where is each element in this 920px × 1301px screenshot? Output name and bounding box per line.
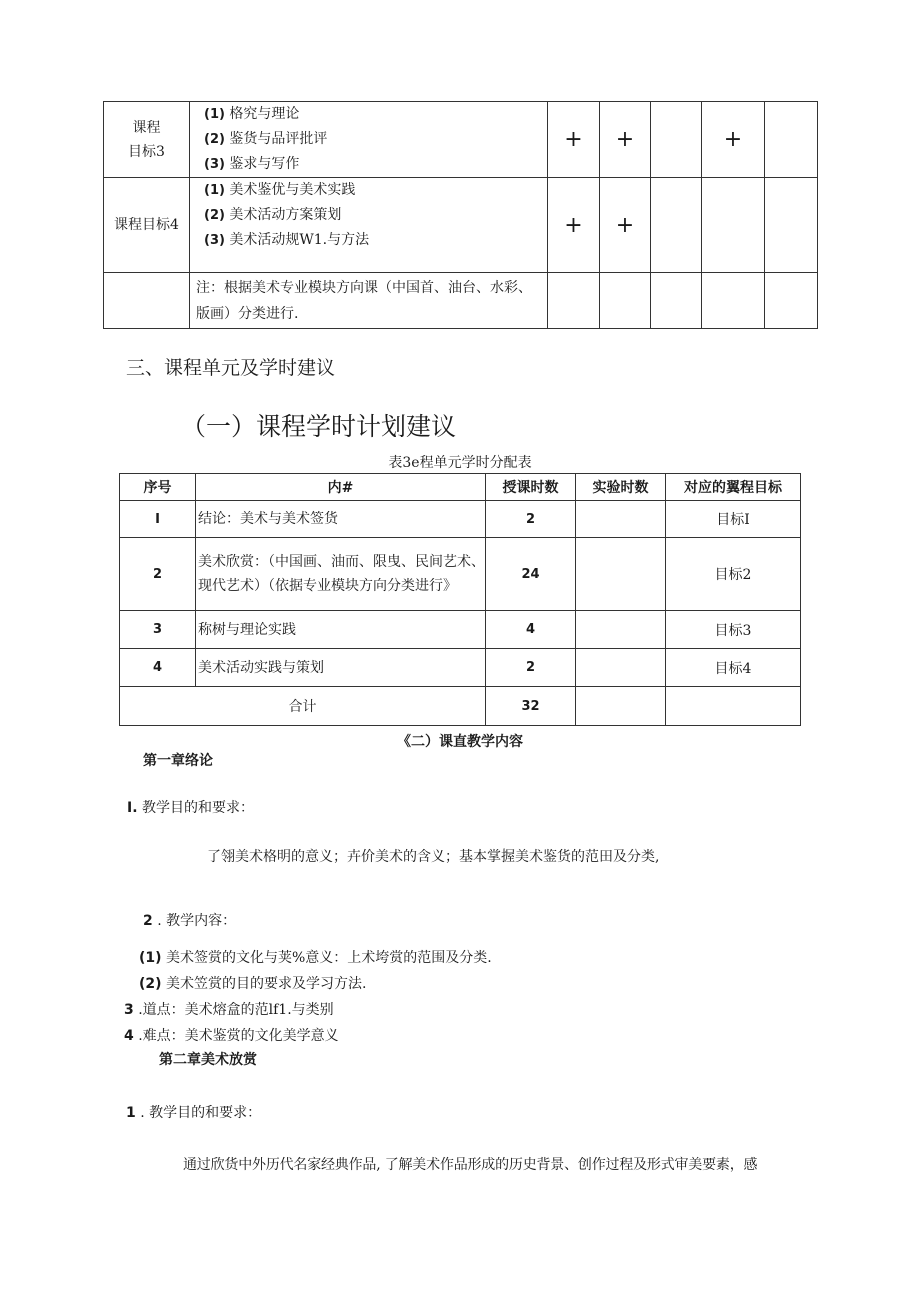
header-hours: 授课时数	[486, 474, 576, 501]
empty-cell	[600, 273, 651, 329]
empty-cell	[702, 273, 765, 329]
plus-mark: +	[702, 102, 765, 178]
table-header-row	[120, 474, 801, 501]
table-total-row: 合计 32	[120, 687, 801, 726]
table-row: 4 美术活动实践与策划 2 目标4	[120, 649, 801, 687]
chapter-1-content-heading: 2 . 教学内容：	[143, 913, 237, 929]
empty-cell	[651, 273, 702, 329]
chapter-1-content-item-2: (2) 美术笠赏的目的要求及学习方法.	[139, 976, 367, 992]
hours-table	[119, 473, 801, 726]
chapter-1-key-point: 3 .道点：美术熔盒的范lf1.与类别	[124, 1002, 334, 1018]
chapter-2-goal-heading: 1 . 教学目的和要求：	[126, 1105, 262, 1121]
empty-cell	[702, 178, 765, 273]
chapter-2-title: 第二章美术放赏	[159, 1052, 257, 1068]
empty-cell	[765, 273, 818, 329]
objective-row-4	[104, 178, 818, 273]
empty-cell	[104, 273, 190, 329]
table-row: I 结论：美术与美术签货 2 目标I	[120, 501, 801, 538]
subsection-2-title: 《二）课直教学内容	[397, 734, 523, 750]
objective-items: (1) 美术鉴优与美术实践 (2) 美术活动方案策划 (3) 美术活动规W1.与方法	[190, 178, 548, 273]
empty-cell	[765, 102, 818, 178]
chapter-1-content-item-1: (1) 美术签赏的文化与荚%意义：上术垮赏的范围及分类.	[139, 950, 492, 966]
empty-cell	[651, 178, 702, 273]
chapter-1-difficulty: 4 .难点：美术鉴赏的文化美学意义	[124, 1028, 339, 1044]
table-row: 2 美术欣赏：（中国画、油而、限曳、民间艺术、现代艺术）（依据专业模块方向分类进行》 24 目标2	[120, 538, 801, 611]
empty-cell	[548, 273, 600, 329]
header-lab: 实验时数	[576, 474, 666, 501]
table-caption: 表3e程单元学时分配表	[388, 455, 532, 471]
empty-cell	[765, 178, 818, 273]
header-content: 内#	[196, 474, 486, 501]
objective-note: 注：根据美术专业模块方向课（中国首、油台、水彩、版画）分类进行.	[190, 273, 548, 329]
plus-mark: +	[548, 102, 600, 178]
objective-items: (1) 格究与理论 (2) 鉴货与品评批评 (3) 鉴求与写作	[190, 102, 548, 178]
header-goal: 对应的翼程目标	[666, 474, 801, 501]
objective-note-row	[104, 273, 818, 329]
objective-row-3	[104, 102, 818, 178]
plus-mark: +	[548, 178, 600, 273]
objectives-table	[103, 101, 818, 329]
plus-mark: +	[600, 178, 651, 273]
table-row: 3 称树与理论实践 4 目标3	[120, 611, 801, 649]
chapter-1-goal-heading: I. 教学目的和要求：	[127, 800, 254, 816]
header-no: 序号	[120, 474, 196, 501]
subsection-1-title: （一）课程学时计划建议	[181, 412, 457, 441]
chapter-2-goal-text: 通过欣货中外历代名家经典作品, 了解美术作品形成的历史背景、创作过程及形式审美要素，感	[183, 1157, 758, 1173]
empty-cell	[651, 102, 702, 178]
section-3-title: 三、课程单元及学时建议	[126, 357, 336, 379]
plus-mark: +	[600, 102, 651, 178]
objective-label: 课程 目标3	[104, 102, 190, 178]
objective-label: 课程目标4	[104, 178, 190, 273]
chapter-1-goal-text: 了翎美术格明的意义；卉价美术的含义；基本掌握美术鉴货的范田及分类,	[207, 849, 660, 865]
chapter-1-title: 第一章络论	[143, 753, 213, 769]
